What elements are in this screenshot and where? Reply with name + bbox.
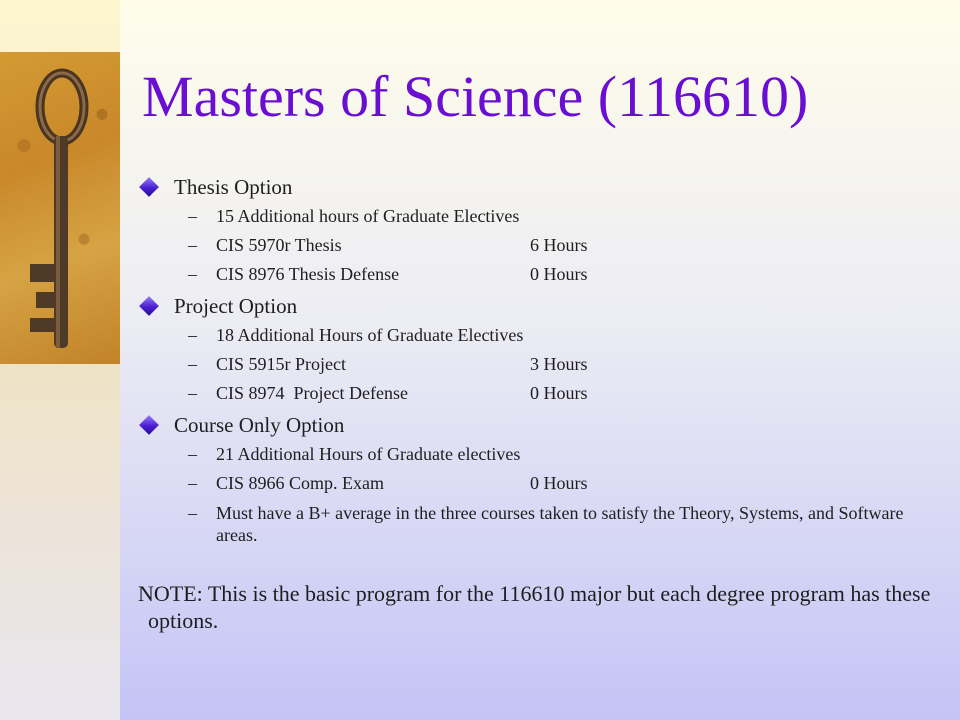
dash-marker: –: [188, 325, 197, 345]
dash-marker: –: [188, 354, 197, 374]
item-text: CIS 8974 Project Defense: [216, 383, 408, 403]
option-thesis: [138, 172, 938, 202]
list-item: [138, 498, 938, 550]
option-project: [138, 291, 938, 321]
item-text: 21 Additional Hours of Graduate electives: [216, 444, 521, 464]
item-text: 15 Additional hours of Graduate Electives: [216, 206, 520, 226]
key-photo: [0, 52, 120, 364]
item-hours: 6 Hours: [530, 235, 588, 255]
diamond-bullet-icon: [139, 415, 159, 435]
item-hours: 0 Hours: [530, 264, 588, 284]
dash-marker: –: [188, 383, 197, 403]
list-item: [138, 202, 938, 231]
diamond-bullet-icon: [139, 296, 159, 316]
option-label: Course Only Option: [174, 413, 345, 437]
list-item: [138, 379, 938, 408]
dash-marker: –: [188, 444, 197, 464]
list-item: [138, 469, 938, 498]
diamond-bullet-icon: [139, 177, 159, 197]
item-hours: 0 Hours: [530, 473, 588, 493]
list-item: [138, 321, 938, 350]
dash-marker: –: [188, 264, 197, 284]
list-item: [138, 260, 938, 289]
dash-marker: –: [188, 503, 197, 523]
item-hours: 3 Hours: [530, 354, 588, 374]
option-label: Thesis Option: [174, 175, 293, 199]
dash-marker: –: [188, 473, 197, 493]
list-item: [138, 231, 938, 260]
page-title: Masters of Science (116610): [142, 64, 809, 129]
item-text: CIS 5970r Thesis: [216, 235, 342, 255]
item-text: CIS 5915r Project: [216, 354, 346, 374]
item-hours: 0 Hours: [530, 383, 588, 403]
list-item: [138, 440, 938, 469]
item-text: Must have a B+ average in the three courses taken to satisfy the Theory, Systems, and Software areas.: [216, 503, 904, 545]
item-text: 18 Additional Hours of Graduate Electives: [216, 325, 524, 345]
dash-marker: –: [188, 235, 197, 255]
item-text: CIS 8976 Thesis Defense: [216, 264, 400, 284]
option-course-only: [138, 410, 938, 440]
key-icon: [0, 52, 120, 364]
program-note: NOTE: This is the basic program for the 116610 major but each degree program has these options.: [138, 581, 931, 633]
program-options: [138, 170, 938, 550]
dash-marker: –: [188, 206, 197, 226]
item-text: CIS 8966 Comp. Exam: [216, 473, 385, 493]
list-item: [138, 350, 938, 379]
option-label: Project Option: [174, 294, 298, 318]
